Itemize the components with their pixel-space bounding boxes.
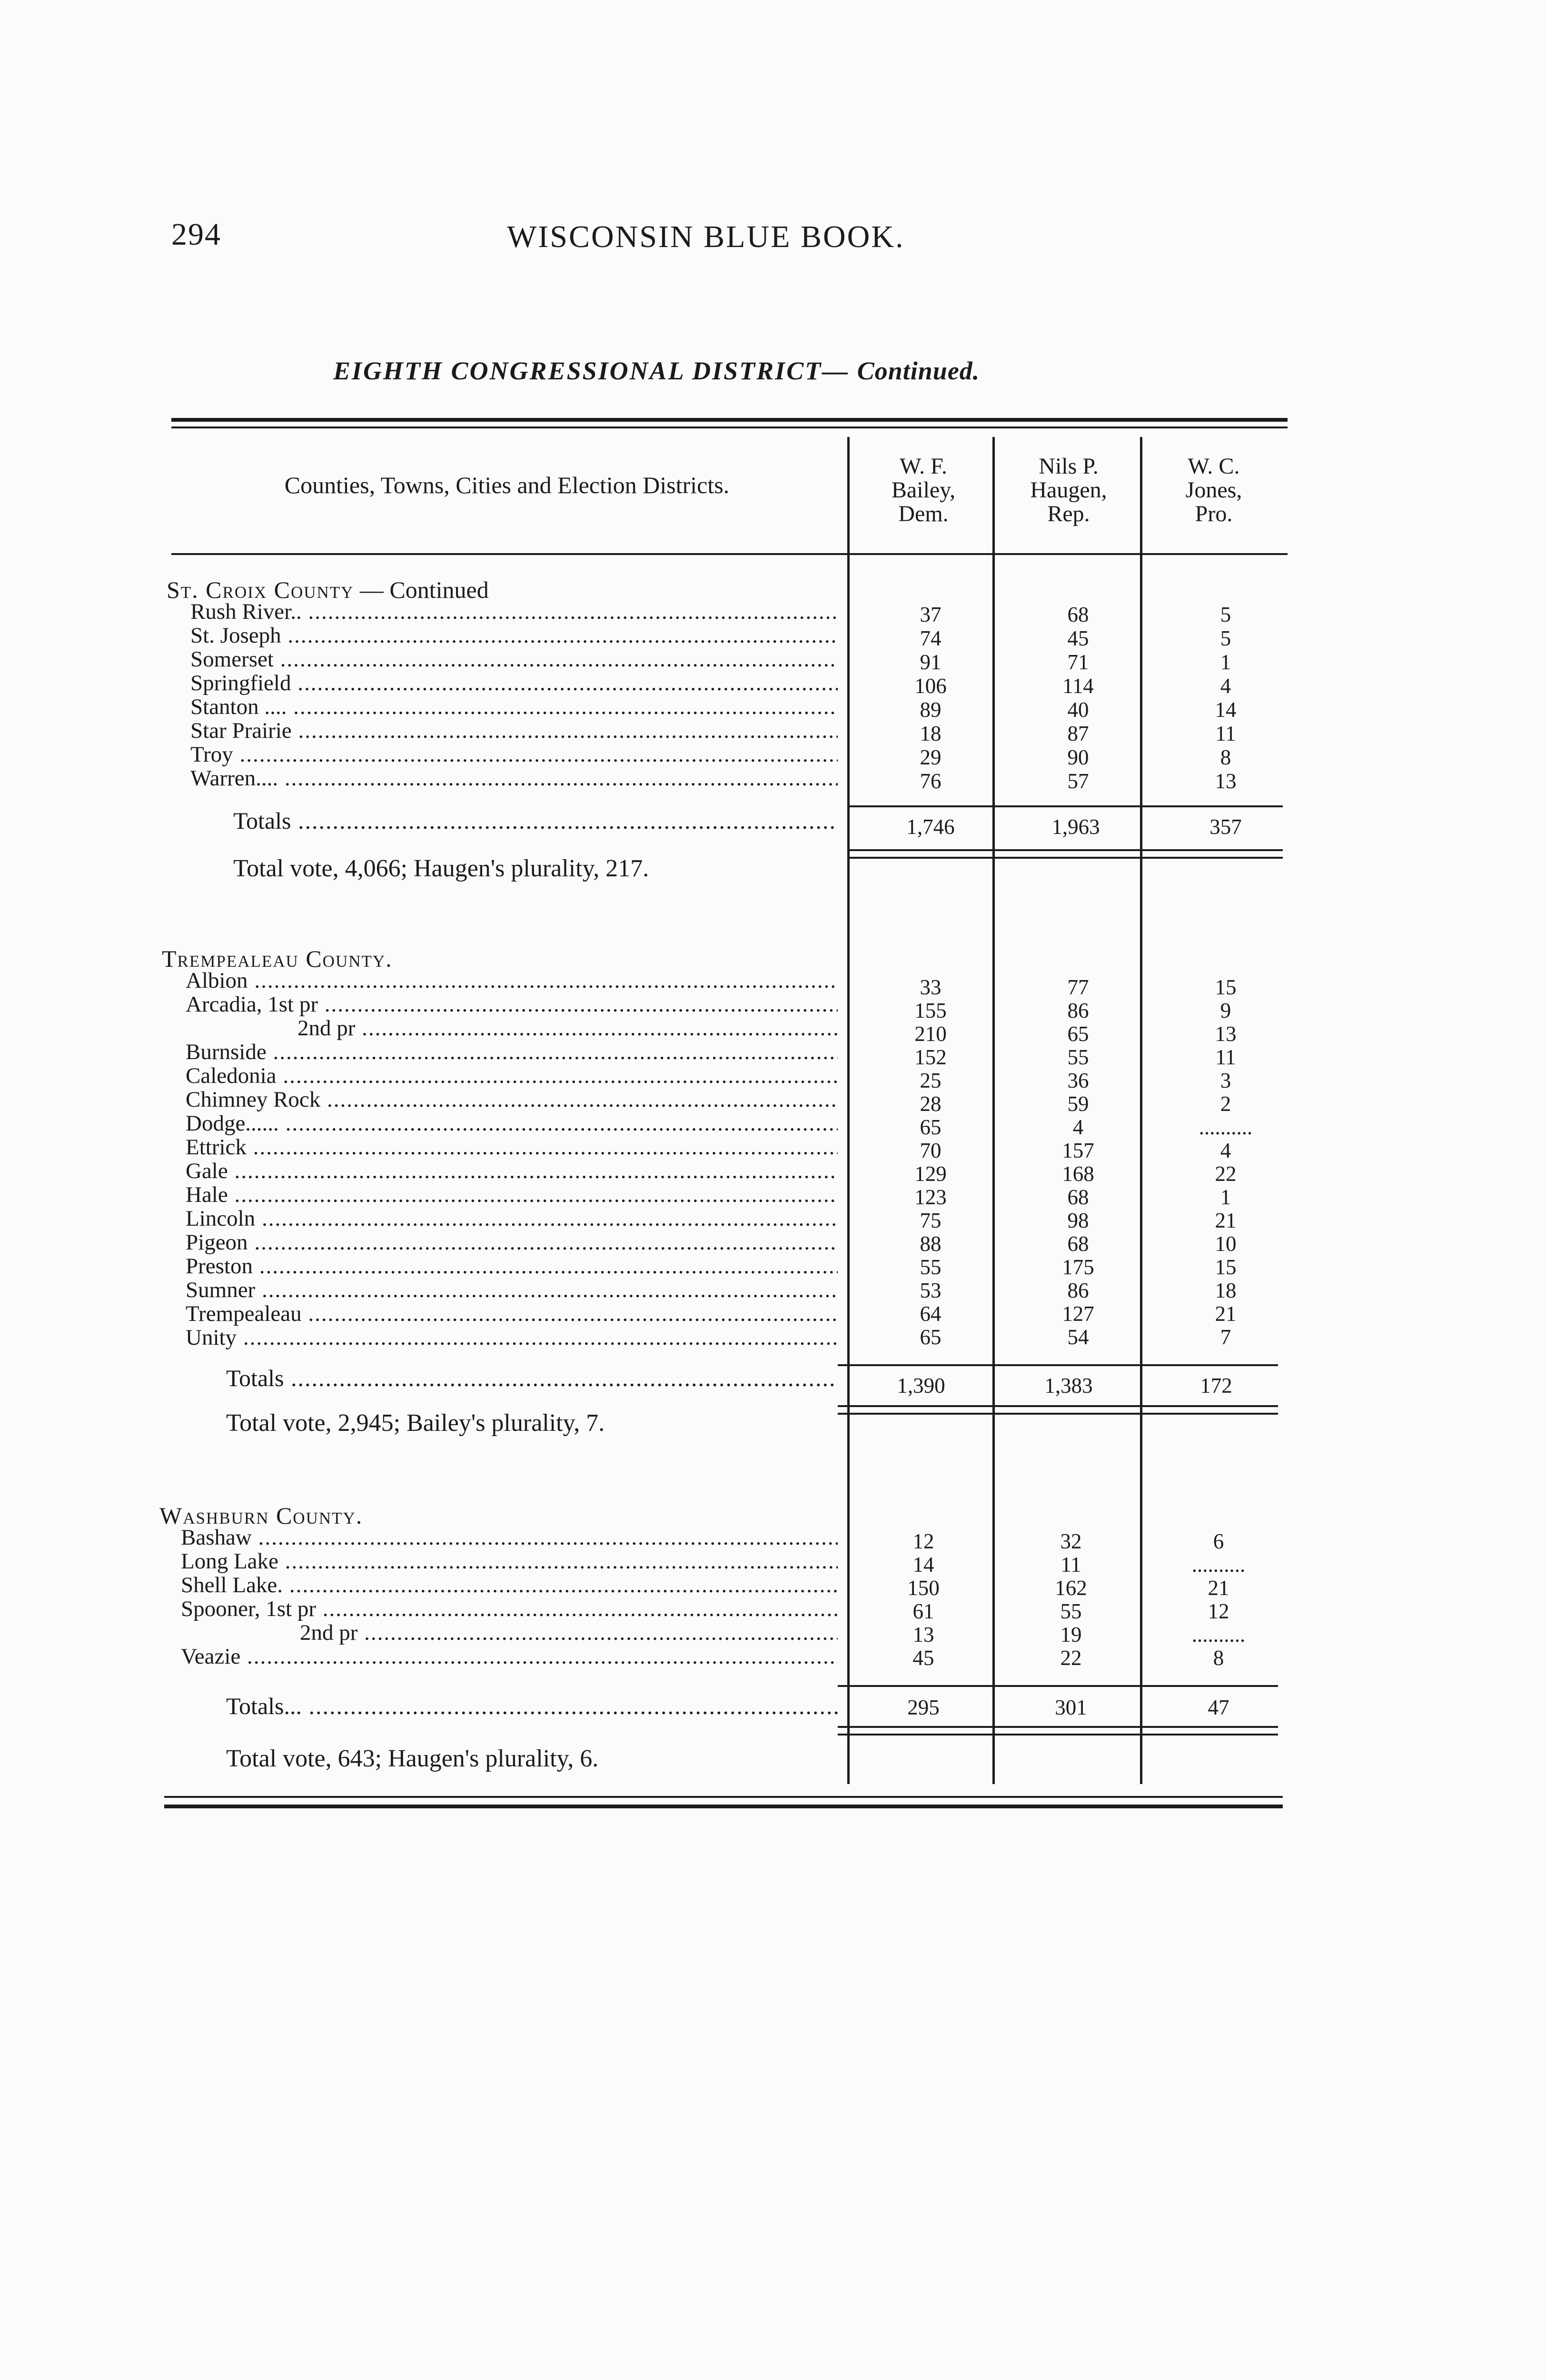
total-jones: 47 xyxy=(1208,1696,1229,1719)
cell-jones: 5 xyxy=(1220,603,1231,626)
cell-jones: 8 xyxy=(1220,745,1231,769)
cell-haugen: 22 xyxy=(1060,1646,1082,1670)
totals-double-rule-1 xyxy=(847,849,1283,851)
cell-haugen: 65 xyxy=(1067,1022,1089,1046)
county-summary: Total vote, 643; Haugen's plurality, 6. xyxy=(226,1745,599,1772)
table-row: Bashaw ..... xyxy=(181,1526,838,1549)
table-row: Dodge...... ..... xyxy=(186,1111,838,1135)
total-jones: 357 xyxy=(1209,815,1242,839)
cell-bailey: 18 xyxy=(920,722,941,745)
cell-jones: 21 xyxy=(1215,1302,1237,1326)
cell-jones: 10 xyxy=(1215,1232,1237,1256)
county-summary: Total vote, 2,945; Bailey's plurality, 7. xyxy=(226,1409,605,1437)
cell-bailey: 33 xyxy=(920,975,941,999)
total-haugen: 301 xyxy=(1055,1696,1087,1719)
cell-haugen: 71 xyxy=(1067,650,1089,674)
candidate-jones-line1: W. C. xyxy=(1188,454,1240,479)
candidate-haugen-line2: Haugen, xyxy=(1030,477,1107,503)
cell-haugen: 68 xyxy=(1067,1185,1089,1209)
cell-bailey: 150 xyxy=(907,1576,940,1600)
cell-bailey: 74 xyxy=(920,626,941,650)
cell-jones: 18 xyxy=(1215,1279,1237,1302)
cell-haugen: 114 xyxy=(1062,674,1094,698)
cell-jones: .......... xyxy=(1191,1623,1246,1646)
cell-haugen: 68 xyxy=(1067,1232,1089,1256)
cell-bailey: 70 xyxy=(920,1139,941,1162)
totals-label: Totals... ..... xyxy=(226,1692,838,1720)
cell-haugen: 59 xyxy=(1067,1092,1089,1116)
cell-jones: 1 xyxy=(1220,650,1231,674)
candidate-bailey-line2: Bailey, xyxy=(891,477,956,503)
cell-bailey: 129 xyxy=(914,1162,947,1186)
totals-double-rule-2 xyxy=(838,1734,1278,1735)
subtotal-rule-st-croix xyxy=(847,805,1283,807)
total-haugen: 1,963 xyxy=(1051,815,1100,839)
cell-haugen: 86 xyxy=(1067,1279,1089,1302)
cell-bailey: 53 xyxy=(920,1279,941,1302)
cell-haugen: 19 xyxy=(1060,1623,1082,1646)
section-title-continued: Continued. xyxy=(857,357,980,385)
table-row: Gale ..... xyxy=(186,1159,838,1183)
candidate-haugen-line1: Nils P. xyxy=(1039,454,1099,479)
column-header-districts: Counties, Towns, Cities and Election Districts. xyxy=(284,472,730,498)
cell-bailey: 12 xyxy=(912,1529,934,1553)
table-row: Stanton .... ..... xyxy=(190,695,838,719)
column-header-haugen xyxy=(1002,455,1135,526)
cell-jones: 14 xyxy=(1215,698,1237,722)
cell-bailey: 65 xyxy=(920,1325,941,1349)
column-header-bailey xyxy=(857,455,990,526)
table-row: Troy ..... xyxy=(190,743,838,766)
cell-jones: .......... xyxy=(1191,1553,1246,1577)
cell-bailey: 55 xyxy=(920,1255,941,1279)
table-row: Burnside ..... xyxy=(186,1040,838,1064)
subtotal-rule-washburn xyxy=(838,1685,1278,1687)
cell-haugen: 40 xyxy=(1067,698,1089,722)
cell-jones: 15 xyxy=(1215,975,1237,999)
table-row: Chimney Rock ..... xyxy=(186,1088,838,1111)
cell-bailey: 155 xyxy=(914,999,947,1022)
cell-bailey: 88 xyxy=(920,1232,941,1256)
cell-haugen: 127 xyxy=(1062,1302,1094,1326)
table-row: Pigeon ..... xyxy=(186,1230,838,1254)
cell-jones: 8 xyxy=(1213,1646,1224,1670)
total-jones: 172 xyxy=(1200,1374,1232,1398)
cell-jones: 13 xyxy=(1215,1022,1237,1046)
cell-bailey: 65 xyxy=(920,1115,941,1139)
cell-haugen: 98 xyxy=(1067,1209,1089,1232)
county-name: Trempealeau County. xyxy=(162,945,393,972)
cell-bailey: 210 xyxy=(914,1022,947,1046)
cell-bailey: 14 xyxy=(912,1553,934,1577)
candidate-bailey-party: Dem. xyxy=(898,501,949,526)
cell-bailey: 91 xyxy=(920,650,941,674)
section-title-text: EIGHTH CONGRESSIONAL DISTRICT— xyxy=(333,357,850,385)
column-divider-1 xyxy=(847,437,850,1784)
candidate-jones-party: Pro. xyxy=(1195,501,1233,526)
cell-haugen: 32 xyxy=(1060,1529,1082,1553)
cell-bailey: 76 xyxy=(920,769,941,793)
cell-haugen: 55 xyxy=(1060,1599,1082,1623)
cell-jones: 15 xyxy=(1215,1255,1237,1279)
table-row: 2nd pr ..... xyxy=(297,1016,838,1040)
totals-double-rule-1 xyxy=(838,1405,1278,1407)
totals-double-rule-2 xyxy=(838,1413,1278,1415)
cell-jones: 11 xyxy=(1215,722,1236,745)
cell-haugen: 87 xyxy=(1067,722,1089,745)
table-row: 2nd pr ..... xyxy=(300,1621,838,1645)
bottom-double-rule-2 xyxy=(164,1805,1283,1808)
bottom-double-rule-1 xyxy=(164,1796,1283,1798)
column-divider-3 xyxy=(1140,437,1142,1784)
total-bailey: 1,390 xyxy=(897,1374,945,1398)
cell-jones: 12 xyxy=(1208,1599,1229,1623)
table-row: Hale ..... xyxy=(186,1183,838,1207)
cell-jones: 13 xyxy=(1215,769,1237,793)
top-double-rule-2 xyxy=(171,426,1288,428)
county-name: St. Croix County xyxy=(167,576,354,603)
table-row: Arcadia, 1st pr ..... xyxy=(186,992,838,1016)
subtotal-rule-trempealeau xyxy=(838,1364,1278,1366)
cell-bailey: 89 xyxy=(920,698,941,722)
cell-jones: 1 xyxy=(1220,1185,1231,1209)
table-row: St. Joseph ..... xyxy=(190,624,838,647)
column-header-jones xyxy=(1147,455,1280,526)
cell-haugen: 45 xyxy=(1067,626,1089,650)
column-divider-2 xyxy=(992,437,995,1784)
cell-haugen: 11 xyxy=(1060,1553,1081,1577)
table-row: Ettrick ..... xyxy=(186,1135,838,1159)
cell-haugen: 77 xyxy=(1067,975,1089,999)
cell-haugen: 4 xyxy=(1072,1115,1084,1139)
candidate-bailey-line1: W. F. xyxy=(900,454,947,479)
county-name: Washburn County. xyxy=(159,1502,363,1529)
county-suffix: — Continued xyxy=(359,576,489,603)
cell-jones: 4 xyxy=(1220,1139,1231,1162)
totals-double-rule-2 xyxy=(847,857,1283,859)
table-row: Shell Lake. ..... xyxy=(181,1573,838,1597)
total-bailey: 295 xyxy=(907,1696,940,1719)
header-bottom-rule xyxy=(171,553,1288,555)
cell-haugen: 57 xyxy=(1067,769,1089,793)
table-row: Veazie ..... xyxy=(181,1645,838,1668)
cell-haugen: 168 xyxy=(1062,1162,1094,1186)
table-row: Long Lake ..... xyxy=(181,1549,838,1573)
cell-bailey: 64 xyxy=(920,1302,941,1326)
page-number: 294 xyxy=(171,217,221,252)
cell-haugen: 175 xyxy=(1062,1255,1094,1279)
table-row: Caledonia ..... xyxy=(186,1064,838,1088)
totals-label: Totals ..... xyxy=(233,807,838,834)
cell-jones: 9 xyxy=(1220,999,1231,1022)
candidate-haugen-party: Rep. xyxy=(1047,501,1090,526)
cell-haugen: 55 xyxy=(1067,1045,1089,1069)
table-row: Lincoln ..... xyxy=(186,1207,838,1230)
candidate-jones-line2: Jones, xyxy=(1185,477,1242,503)
cell-jones: 11 xyxy=(1215,1045,1236,1069)
cell-bailey: 106 xyxy=(914,674,947,698)
table-row: Star Prairie ..... xyxy=(190,719,838,743)
cell-jones: 5 xyxy=(1220,626,1231,650)
top-double-rule-1 xyxy=(171,418,1288,422)
cell-haugen: 68 xyxy=(1067,603,1089,626)
cell-haugen: 157 xyxy=(1062,1139,1094,1162)
total-bailey: 1,746 xyxy=(906,815,955,839)
cell-jones: 22 xyxy=(1215,1162,1237,1186)
running-head: WISCONSIN BLUE BOOK. xyxy=(507,219,905,254)
totals-label: Totals ..... xyxy=(226,1364,838,1392)
cell-jones: 6 xyxy=(1213,1529,1224,1553)
cell-haugen: 36 xyxy=(1067,1069,1089,1092)
totals-double-rule-1 xyxy=(838,1726,1278,1728)
county-summary: Total vote, 4,066; Haugen's plurality, 217. xyxy=(233,855,649,882)
table-row: Rush River.. ..... xyxy=(190,600,838,624)
cell-haugen: 54 xyxy=(1067,1325,1089,1349)
cell-bailey: 123 xyxy=(914,1185,947,1209)
cell-bailey: 29 xyxy=(920,745,941,769)
cell-jones: 3 xyxy=(1220,1069,1231,1092)
cell-bailey: 28 xyxy=(920,1092,941,1116)
table-row: Spooner, 1st pr ..... xyxy=(181,1597,838,1621)
cell-jones: 2 xyxy=(1220,1092,1231,1116)
cell-bailey: 75 xyxy=(920,1209,941,1232)
cell-jones: 4 xyxy=(1220,674,1231,698)
table-row: Somerset ..... xyxy=(190,647,838,671)
cell-jones: 21 xyxy=(1215,1209,1237,1232)
table-row: Sumner ..... xyxy=(186,1278,838,1302)
cell-haugen: 162 xyxy=(1055,1576,1087,1600)
cell-haugen: 90 xyxy=(1067,745,1089,769)
cell-jones: 7 xyxy=(1220,1325,1231,1349)
cell-bailey: 152 xyxy=(914,1045,947,1069)
table-row: Warren.... ..... xyxy=(190,766,838,790)
table-row: Preston ..... xyxy=(186,1254,838,1278)
total-haugen: 1,383 xyxy=(1044,1374,1093,1398)
cell-bailey: 25 xyxy=(920,1069,941,1092)
cell-bailey: 61 xyxy=(912,1599,934,1623)
table-row: Springfield ..... xyxy=(190,671,838,695)
cell-jones: 21 xyxy=(1208,1576,1229,1600)
table-row: Unity ..... xyxy=(186,1326,838,1349)
cell-bailey: 13 xyxy=(912,1623,934,1646)
table-row: Trempealeau ..... xyxy=(186,1302,838,1326)
cell-bailey: 45 xyxy=(912,1646,934,1670)
table-row: Albion ..... xyxy=(186,969,838,992)
cell-bailey: 37 xyxy=(920,603,941,626)
section-title xyxy=(333,356,980,386)
cell-haugen: 86 xyxy=(1067,999,1089,1022)
cell-jones: .......... xyxy=(1199,1115,1253,1139)
